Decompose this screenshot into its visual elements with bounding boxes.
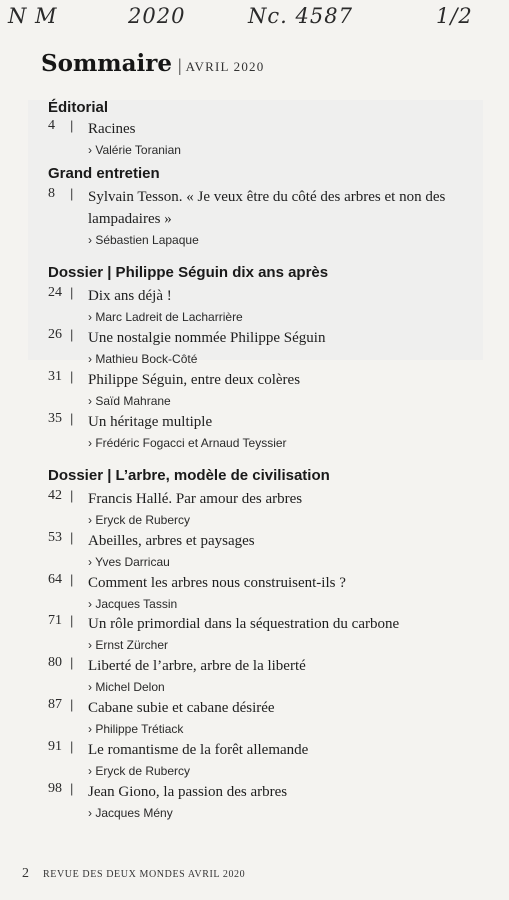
entry-author: › Sébastien Lapaque [88,233,199,247]
page-title: Sommaire [41,50,173,77]
entry-separator: | [70,655,74,670]
entry-title: Un héritage multiple [88,414,213,430]
title-separator: | [178,55,182,75]
toc-entry[interactable] [48,369,468,408]
entry-separator: | [70,781,74,796]
entry-author: › Frédéric Fogacci et Arnaud Teyssier [88,436,287,450]
entry-title: Sylvain Tesson. « Je veux être du côté des arbres et non des lampadaires » [88,189,446,227]
entry-title: Liberté de l’arbre, arbre de la liberté [88,658,306,674]
entry-separator: | [70,613,74,628]
entry-separator: | [70,411,74,426]
page-footer [22,866,245,882]
entry-page-number: 87 [48,697,62,712]
entry-title: Francis Hallé. Par amour des arbres [88,491,303,507]
toc-entry[interactable] [48,285,468,324]
toc-entry[interactable] [48,488,468,527]
handwritten-note: 2020 [128,4,186,28]
entry-separator: | [70,488,74,503]
entry-page-number: 71 [48,613,62,628]
handwritten-note: N M [8,4,58,28]
entry-separator: | [70,739,74,754]
entry-title: Le romantisme de la forêt allemande [88,742,309,758]
entry-author: › Jacques Tassin [88,597,178,611]
handwritten-note: 1/2 [436,4,473,28]
toc-entry[interactable] [48,697,468,736]
handwritten-note: Nc. 4587 [248,4,353,28]
section-heading: Dossier | L’arbre, modèle de civilisation [48,467,330,484]
entry-title: Racines [88,121,136,137]
section-heading: Dossier | Philippe Séguin dix ans après [48,264,329,281]
entry-separator: | [70,327,74,342]
entry-page-number: 42 [48,488,62,503]
entry-page-number: 98 [48,781,62,796]
entry-page-number: 31 [48,369,62,384]
toc-entry[interactable] [48,613,468,652]
entry-page-number: 24 [48,285,62,300]
toc-entry[interactable] [48,327,468,366]
toc-entry[interactable] [48,530,468,569]
entry-separator: | [70,285,74,300]
entry-title: Abeilles, arbres et paysages [88,533,255,549]
entry-author: › Marc Ladreit de Lacharrière [88,310,243,324]
entry-author: › Yves Darricau [88,555,170,569]
entry-title: Comment les arbres nous construisent-ils ? [88,575,346,591]
entry-page-number: 4 [48,118,55,133]
page-header [41,50,264,77]
section-heading: Éditorial [48,99,109,116]
entry-page-number: 53 [48,530,62,545]
entry-separator: | [70,530,74,545]
entry-page-number: 91 [48,739,62,754]
entry-separator: | [70,572,74,587]
toc-entry[interactable] [48,411,468,450]
toc-entry[interactable] [48,572,468,611]
toc-entry[interactable] [48,781,468,820]
entry-title: Une nostalgie nommée Philippe Séguin [88,330,326,346]
entry-author: › Ernst Zürcher [88,638,169,652]
entry-author: › Eryck de Rubercy [88,764,191,778]
entry-page-number: 35 [48,411,62,426]
toc-entry[interactable] [48,655,468,694]
entry-title: Cabane subie et cabane désirée [88,700,275,716]
section-heading: Grand entretien [48,165,160,182]
entry-author: › Saïd Mahrane [88,394,171,408]
entry-author: › Mathieu Bock-Côté [88,352,198,366]
entry-page-number: 80 [48,655,62,670]
entry-author: › Valérie Toranian [88,143,181,157]
entry-page-number: 8 [48,186,55,201]
footer-page-number: 2 [22,866,29,881]
toc-entry[interactable] [48,118,468,157]
toc-entry[interactable] [48,186,468,247]
entry-author: › Michel Delon [88,680,165,694]
entry-title: Dix ans déjà ! [88,288,172,304]
entry-separator: | [70,369,74,384]
entry-page-number: 64 [48,572,62,587]
entry-title: Philippe Séguin, entre deux colères [88,372,301,388]
entry-page-number: 26 [48,327,62,342]
entry-title: Un rôle primordial dans la séquestration du carbone [88,616,400,632]
entry-separator: | [70,118,74,133]
issue-date: AVRIL 2020 [185,59,265,74]
entry-author: › Philippe Trétiack [88,722,184,736]
entry-separator: | [70,697,74,712]
entry-author: › Eryck de Rubercy [88,513,191,527]
footer-publication: REVUE DES DEUX MONDES AVRIL 2020 [43,869,246,880]
entry-title: Jean Giono, la passion des arbres [88,784,288,800]
toc-entry[interactable] [48,739,468,778]
entry-separator: | [70,186,74,201]
entry-author: › Jacques Mény [88,806,173,820]
